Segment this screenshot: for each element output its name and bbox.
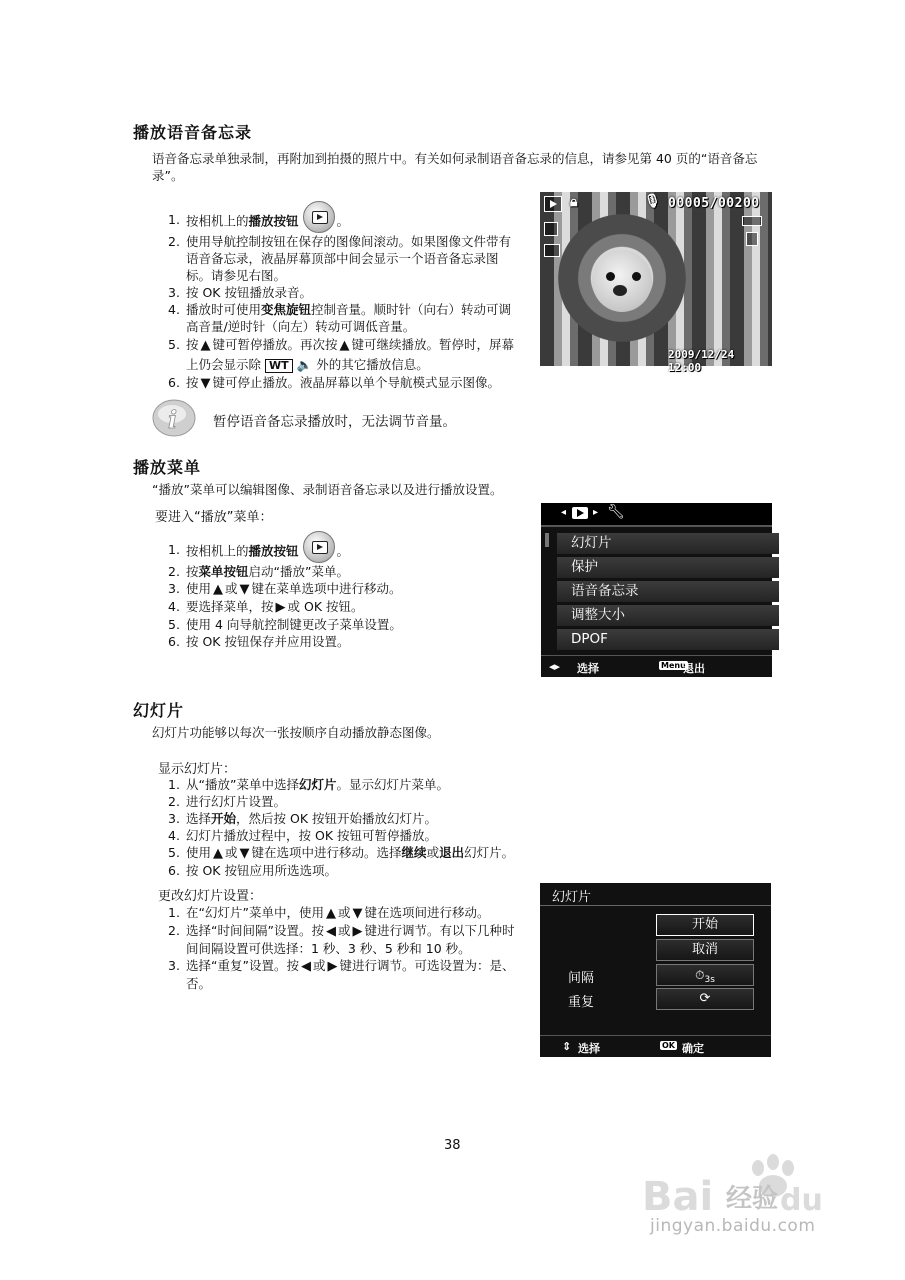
playback-button-icon [303,201,335,233]
menu-item-resize[interactable]: 调整大小 [557,605,779,626]
camera-playback-screen [540,192,772,374]
list-item: 4. 播放时可使用变焦旋钮控制音量。顺时针（向右）转动可调高音量/逆时针（向左）转动可调低音量。 [168,302,512,334]
list-item: 2. 按菜单按钮启动“播放”菜单。 [168,564,349,579]
right-arrow-icon: ▶ [275,600,286,615]
list-item: 1. 在“幻灯片”菜单中，使用 ▲ 或 ▼ 键在选项间进行移动。 [168,905,490,921]
list-item: 1. 按相机上的播放按钮 。 [168,541,528,563]
interval-selector[interactable] [656,964,754,986]
section-title-playback-menu: 播放菜单 [133,458,202,477]
list-item: 1. 按相机上的播放按钮 。 [168,211,523,233]
speaker-icon: 🔈 [296,357,313,372]
up-arrow-icon: ▲ [325,906,336,921]
sd-card-icon [544,222,558,236]
left-arrow-icon: ◀ [300,959,311,974]
list-item: 2. 进行幻灯片设置。 [168,794,287,809]
list-item: 2. 选择“时间间隔”设置。按 ◀ 或 ▶ 键进行调节。有以下几种时间间隔设置可供选择：1 秒、3 秒、5 秒和 10 秒。 [168,923,515,956]
up-arrow-icon: ▲ [213,582,224,597]
capture-datetime: 2009/12/24 12:00 [668,348,735,374]
watermark-url: jingyan.baidu.com [650,1216,816,1236]
menu-item-dpof[interactable]: DPOF [557,629,779,650]
subsection-heading: 要进入“播放”菜单： [155,510,273,525]
wt-zoom-icon: WT [265,359,293,373]
menu-item-slideshow[interactable]: 幻灯片 [557,533,779,554]
left-arrow-icon: ◀ [325,924,336,939]
down-arrow-icon: ▼ [352,906,363,921]
list-item: 6. 按 ▼ 键可停止播放。液晶屏幕以单个导航模式显示图像。 [168,375,501,391]
section-intro: 语音备忘录单独录制，再附加到拍摄的照片中。有关如何录制语音备忘录的信息，请参见第 40 页的“语音备忘录”。 [152,151,758,183]
slideshow-menu-header [540,883,771,906]
chevron-right-icon: ▸ [593,507,599,518]
chevron-left-icon: ◂ [561,507,567,518]
up-arrow-icon: ▲ [200,338,211,353]
slideshow-menu-title: 幻灯片 [552,890,592,905]
down-arrow-icon: ▼ [200,376,211,391]
playback-button-icon [303,531,335,563]
list-item: 3. 按 OK 按钮播放录音。 [168,285,312,300]
list-item: 2. 使用导航控制按钮在保存的图像间滚动。如果图像文件带有语音备忘录，液晶屏幕顶部中间会显示一个语音备忘录图标。请参见右图。 [168,234,512,283]
page-number: 38 [444,1138,461,1153]
list-item: 5. 按 ▲ 键可暂停播放。再次按 ▲ 键可继续播放。暂停时，屏幕上仍会显示除 WT 🔈 外的其它播放信息。 [168,337,515,372]
list-item: 4. 幻灯片播放过程中，按 OK 按钮可暂停播放。 [168,828,437,843]
svg-text:du: du [780,1183,823,1218]
slideshow-settings-steps [168,904,524,992]
list-item: 3. 选择“重复”设置。按 ◀ 或 ▶ 键进行调节。可选设置为：是、否。 [168,958,515,991]
image-counter: 00005/00200 [668,196,760,211]
up-arrow-icon: ▲ [213,846,224,861]
playback-menu-screen [541,503,772,677]
list-item: 6. 按 OK 按钮保存并应用设置。 [168,634,350,649]
down-arrow-icon: ▼ [239,846,250,861]
watermark-brand: 经验 [726,1184,779,1214]
slideshow-display-steps [168,776,588,879]
cancel-button[interactable]: 取消 [656,939,754,961]
timer-icon: ⏱ [695,968,705,982]
start-button[interactable]: 开始 [656,914,754,936]
tab-playback-icon [572,507,588,519]
down-arrow-icon: ▼ [239,582,250,597]
four-way-icon: ◂▸ [549,660,561,673]
footer-confirm-label: 确定 [682,1042,704,1055]
menu-item-protect[interactable]: 保护 [557,557,779,578]
up-arrow-icon: ▲ [339,338,350,353]
section-title-slideshow: 幻灯片 [133,701,185,720]
section-intro: 幻灯片功能够以每次一张按顺序自动播放静态图像。 [152,725,440,740]
interval-value: 3s [704,975,715,985]
list-item: 1. 从“播放”菜单中选择幻灯片。显示幻灯片菜单。 [168,777,449,792]
ok-key-icon: OK [662,1041,675,1050]
wrench-icon: 🔧︎ [607,504,625,520]
right-arrow-icon: ▶ [327,959,338,974]
scrollbar[interactable] [545,533,549,547]
list-item: 5. 使用 ▲ 或 ▼ 键在选项中进行移动。选择继续或退出幻灯片。 [168,845,515,861]
note-text: 暂停语音备忘录播放时，无法调节音量。 [213,414,456,430]
menu-tab-bar [541,503,772,527]
play-mode-icon [544,196,562,212]
list-item: 3. 选择开始，然后按 OK 按钮开始播放幻灯片。 [168,811,438,826]
interval-label: 间隔 [568,971,595,986]
menu-key-icon: Menu [661,661,686,670]
battery-icon [742,216,762,226]
subsection-heading: 显示幻灯片： [158,762,237,777]
voice-memo-steps [168,211,523,392]
repeat-selector[interactable] [656,988,754,1010]
footer-exit-label: 退出 [683,662,705,675]
section-intro: “播放”菜单可以编辑图像、录制语音备忘录以及进行播放设置。 [152,482,503,497]
svg-text:Bai: Bai [642,1174,714,1220]
lock-icon: 🔒︎ [570,194,578,210]
slideshow-menu-screen [540,883,771,1057]
repeat-icon: ⟳ [699,991,711,1006]
section-title-voice-memo-playback: 播放语音备忘录 [133,123,253,142]
microphone-icon: 🎙︎ [644,194,661,209]
subsection-heading: 更改幻灯片设置： [158,889,263,904]
repeat-label: 重复 [568,995,595,1010]
svg-text:i: i [168,405,178,434]
list-item: 5. 使用 4 向导航控制键更改子菜单设置。 [168,617,402,632]
print-icon [544,244,560,257]
export-icon [746,232,758,246]
list-item: 3. 使用 ▲ 或 ▼ 键在菜单选项中进行移动。 [168,581,402,597]
playback-menu-steps [168,541,528,650]
menu-item-voice-memo[interactable]: 语音备忘录 [557,581,779,602]
footer-select-label: 选择 [578,1042,600,1055]
up-down-icon: ⇕ [562,1040,572,1053]
list-item: 4. 要选择菜单，按 ▶ 或 OK 按钮。 [168,599,364,615]
list-item: 6. 按 OK 按钮应用所选选项。 [168,863,337,878]
info-note-icon [152,398,196,438]
right-arrow-icon: ▶ [352,924,363,939]
footer-select-label: 选择 [577,662,599,675]
